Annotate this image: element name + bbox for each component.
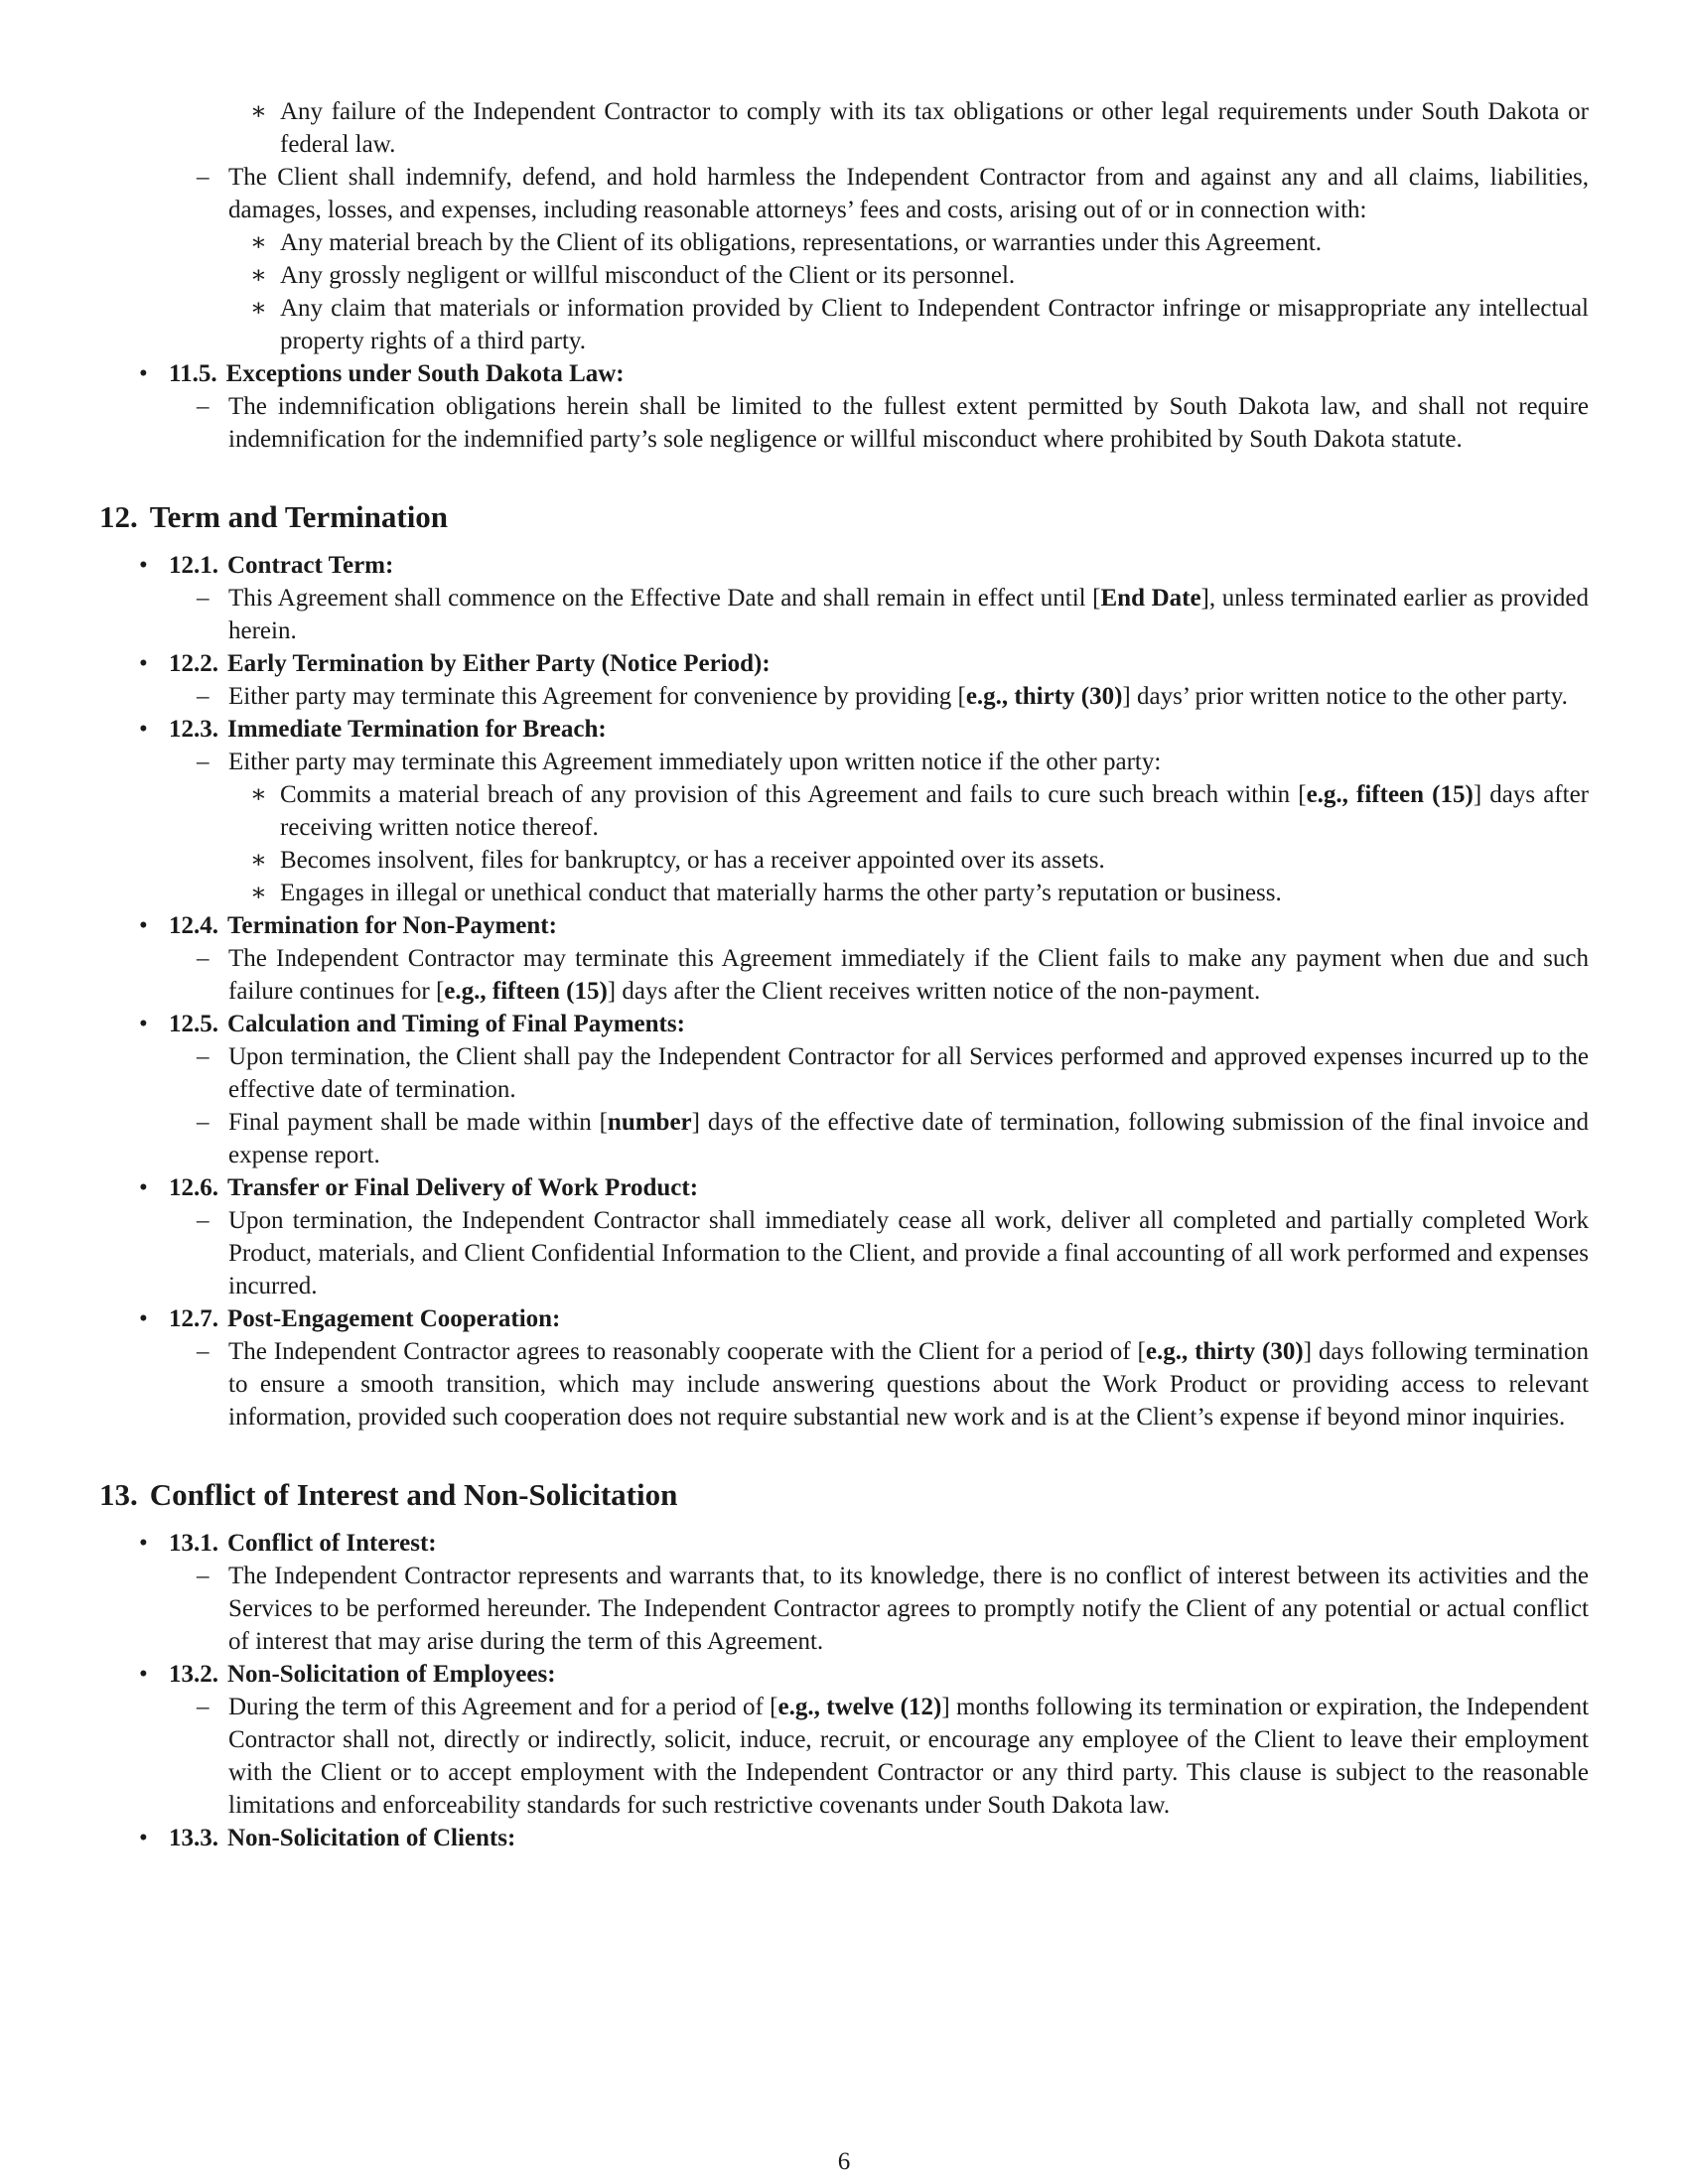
- clause-12-4: [99, 909, 1589, 942]
- clause-number: 11.5.: [169, 360, 217, 387]
- page-number: 6: [837, 2148, 851, 2175]
- item-text: ] days of the effective date of termination, following submission of the final invoice and expense report.: [228, 1109, 1589, 1168]
- item-text: Commits a material breach of any provision of this Agreement and fails to cure such breach within [: [280, 781, 1307, 808]
- placeholder: e.g., fifteen (15): [1306, 781, 1474, 808]
- dot-bullet: •: [139, 1661, 148, 1688]
- list-item: [99, 844, 1589, 877]
- placeholder: End Date: [1100, 585, 1201, 612]
- dash-bullet: –: [197, 683, 210, 710]
- clause-title: Contract Term:: [227, 552, 394, 579]
- placeholder: number: [607, 1109, 692, 1136]
- list-item: [99, 226, 1589, 259]
- list-item: [99, 161, 1589, 226]
- list-item: [99, 1335, 1589, 1433]
- dot-bullet: •: [139, 360, 148, 387]
- asterisk-bullet: ∗: [250, 98, 267, 125]
- clause-12-6: [99, 1171, 1589, 1204]
- item-text: Upon termination, the Client shall pay the Independent Contractor for all Services performed and approved expenses incurred up to the effective date of termination.: [228, 1043, 1589, 1103]
- item-text: ] days after receiving written notice thereof.: [280, 781, 1590, 841]
- clause-number: 13.1.: [169, 1530, 218, 1557]
- item-text: Becomes insolvent, files for bankruptcy, or has a receiver appointed over its assets.: [280, 847, 1105, 874]
- clause-12-7: [99, 1302, 1589, 1335]
- section-number: 13.: [99, 1477, 138, 1512]
- dash-bullet: –: [197, 1338, 210, 1365]
- item-text: ] days following termination to ensure a smooth transition, which may include answering questions about the Work Product or providing access to relevant information, provided such cooperation does not require substantial new work and is at the Client’s expense if beyond minor inquiries.: [228, 1338, 1589, 1431]
- asterisk-bullet: ∗: [250, 229, 267, 256]
- item-text: The indemnification obligations herein shall be limited to the fullest extent permitted by South Dakota law, and shall not require indemnification for the indemnified party’s sole negligence or willful misconduct where prohibited by South Dakota statute.: [228, 393, 1589, 453]
- dot-bullet: •: [139, 650, 148, 677]
- item-text: The Independent Contractor represents and warrants that, to its knowledge, there is no conflict of interest between its activities and the Services to be performed hereunder. The Independent Contractor agrees to promptly notify the Client of any potential or actual conflict of interest that may arise during the term of this Agreement.: [228, 1563, 1589, 1655]
- list-item: [99, 1040, 1589, 1106]
- clause-number: 12.5.: [169, 1011, 218, 1037]
- dot-bullet: •: [139, 912, 148, 939]
- placeholder: e.g., thirty (30): [965, 683, 1123, 710]
- item-text: Either party may terminate this Agreement for convenience by providing [: [228, 683, 966, 710]
- dot-bullet: •: [139, 552, 148, 579]
- item-text: The Independent Contractor agrees to reasonably cooperate with the Client for a period of [: [228, 1338, 1146, 1365]
- clause-number: 13.3.: [169, 1825, 218, 1851]
- list-item: [99, 942, 1589, 1008]
- dash-bullet: –: [197, 749, 210, 775]
- clause-number: 12.1.: [169, 552, 218, 579]
- clause-title: Early Termination by Either Party (Notice Period):: [227, 650, 771, 677]
- clause-title: Exceptions under South Dakota Law:: [225, 360, 625, 387]
- item-text: ] days after the Client receives written notice of the non-payment.: [607, 978, 1261, 1005]
- asterisk-bullet: ∗: [250, 781, 267, 808]
- list-item: [99, 390, 1589, 456]
- placeholder: e.g., fifteen (15): [444, 978, 608, 1005]
- dot-bullet: •: [139, 1305, 148, 1332]
- dash-bullet: –: [197, 1694, 210, 1720]
- dot-bullet: •: [139, 1530, 148, 1557]
- asterisk-bullet: ∗: [250, 880, 267, 906]
- asterisk-bullet: ∗: [250, 847, 267, 874]
- list-item: [99, 1204, 1589, 1302]
- clause-12-2: [99, 647, 1589, 680]
- dash-bullet: –: [197, 945, 210, 972]
- clause-13-2: [99, 1658, 1589, 1691]
- clause-number: 12.6.: [169, 1174, 218, 1201]
- clause-title: Calculation and Timing of Final Payments:: [227, 1011, 685, 1037]
- list-item: [99, 292, 1589, 357]
- section-13-heading: [99, 1475, 1589, 1515]
- dash-bullet: –: [197, 1207, 210, 1234]
- dash-bullet: –: [197, 164, 210, 191]
- item-text: Engages in illegal or unethical conduct that materially harms the other party’s reputation or business.: [280, 880, 1282, 906]
- item-text: Any material breach by the Client of its obligations, representations, or warranties under this Agreement.: [280, 229, 1323, 256]
- list-item: [99, 746, 1589, 778]
- clause-title: Conflict of Interest:: [227, 1530, 437, 1557]
- clause-title: Post-Engagement Cooperation:: [227, 1305, 561, 1332]
- item-text: ] days’ prior written notice to the other party.: [1122, 683, 1568, 710]
- list-item: [99, 680, 1589, 713]
- section-title: Conflict of Interest and Non-Solicitation: [149, 1477, 678, 1512]
- list-item: [99, 1106, 1589, 1171]
- clause-number: 12.4.: [169, 912, 218, 939]
- section-12-heading: [99, 497, 1589, 537]
- clause-12-5: [99, 1008, 1589, 1040]
- item-text: Final payment shall be made within [: [228, 1109, 608, 1136]
- placeholder: e.g., twelve (12): [777, 1694, 942, 1720]
- placeholder: e.g., thirty (30): [1145, 1338, 1304, 1365]
- clause-title: Termination for Non-Payment:: [227, 912, 557, 939]
- list-item: [99, 1560, 1589, 1658]
- clause-number: 12.3.: [169, 716, 218, 743]
- section-title: Term and Termination: [149, 499, 449, 534]
- dot-bullet: •: [139, 716, 148, 743]
- asterisk-bullet: ∗: [250, 262, 267, 289]
- item-text: ], unless terminated earlier as provided herein.: [228, 585, 1589, 644]
- dash-bullet: –: [197, 585, 210, 612]
- clause-title: Non-Solicitation of Employees:: [227, 1661, 556, 1688]
- dot-bullet: •: [139, 1174, 148, 1201]
- list-item: [99, 259, 1589, 292]
- dot-bullet: •: [139, 1011, 148, 1037]
- document-body: [99, 95, 1589, 1854]
- dash-bullet: –: [197, 1043, 210, 1070]
- list-item: [99, 877, 1589, 909]
- item-text: The Independent Contractor may terminate this Agreement immediately if the Client fails to make any payment when due and such failure continues for [: [228, 945, 1589, 1005]
- list-item: [99, 1691, 1589, 1822]
- dash-bullet: –: [197, 393, 210, 420]
- clause-11-5: [99, 357, 1589, 390]
- item-text: This Agreement shall commence on the Effective Date and shall remain in effect until [: [228, 585, 1101, 612]
- section-number: 12.: [99, 499, 138, 534]
- dash-bullet: –: [197, 1109, 210, 1136]
- clause-title: Transfer or Final Delivery of Work Product:: [227, 1174, 699, 1201]
- item-text: During the term of this Agreement and for a period of [: [228, 1694, 778, 1720]
- item-text: Any grossly negligent or willful misconduct of the Client or its personnel.: [280, 262, 1016, 289]
- list-item: [99, 778, 1589, 844]
- list-item: [99, 95, 1589, 161]
- item-text: ] months following its termination or expiration, the Independent Contractor shall not, directly or indirectly, solicit, induce, recruit, or encourage any employee of the Client to leave their employment with the Client or to accept employment with the Independent Contractor or any third party. This clause is subject to the reasonable limitations and enforceability standards for such restrictive covenants under South Dakota law.: [228, 1694, 1590, 1819]
- item-text: Any claim that materials or information provided by Client to Independent Contractor infringe or misappropriate any intellectual property rights of a third party.: [280, 295, 1589, 354]
- dot-bullet: •: [139, 1825, 148, 1851]
- asterisk-bullet: ∗: [250, 295, 267, 322]
- item-text: The Client shall indemnify, defend, and hold harmless the Independent Contractor from and against any and all claims, liabilities, damages, losses, and expenses, including reasonable attorneys’ fees and costs, arising out of or in connection with:: [228, 164, 1589, 223]
- dash-bullet: –: [197, 1563, 210, 1589]
- item-text: Upon termination, the Independent Contractor shall immediately cease all work, deliver all completed and partially completed Work Product, materials, and Client Confidential Information to the Client, and provide a final accounting of all work performed and expenses incurred.: [228, 1207, 1589, 1299]
- clause-number: 13.2.: [169, 1661, 218, 1688]
- clause-12-1: [99, 549, 1589, 582]
- clause-13-1: [99, 1527, 1589, 1560]
- clause-title: Non-Solicitation of Clients:: [227, 1825, 516, 1851]
- clause-number: 12.7.: [169, 1305, 218, 1332]
- list-item: [99, 582, 1589, 647]
- clause-12-3: [99, 713, 1589, 746]
- clause-title: Immediate Termination for Breach:: [227, 716, 607, 743]
- item-text: Any failure of the Independent Contractor to comply with its tax obligations or other legal requirements under South Dakota or federal law.: [280, 98, 1589, 158]
- clause-number: 12.2.: [169, 650, 218, 677]
- clause-13-3: [99, 1822, 1589, 1854]
- item-text: Either party may terminate this Agreement immediately upon written notice if the other party:: [228, 749, 1162, 775]
